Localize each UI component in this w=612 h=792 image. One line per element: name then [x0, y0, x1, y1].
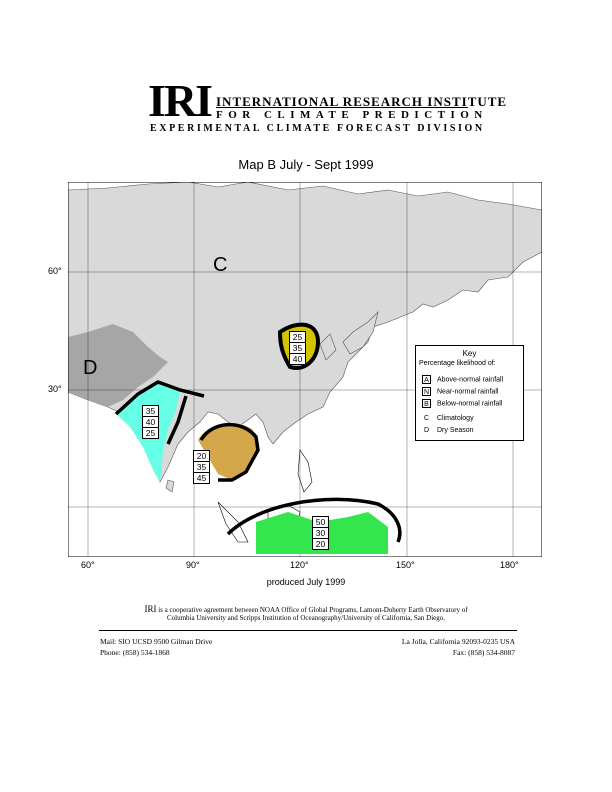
lon-label-60: 60°: [81, 560, 95, 570]
lon-label-90: 90°: [186, 560, 200, 570]
phone-number: Phone: (858) 534-1868: [100, 648, 170, 657]
prob-below: 25: [145, 428, 156, 438]
lon-label-150: 150°: [396, 560, 415, 570]
lat-label-30: 30°: [48, 384, 62, 394]
key-subtitle: Percentage likelihood of:: [419, 360, 496, 367]
division-name: EXPERIMENTAL CLIMATE FORECAST DIVISION: [150, 123, 485, 134]
produced-date: produced July 1999: [266, 577, 346, 587]
key-code: N: [423, 389, 430, 396]
prob-box-india: [142, 405, 159, 439]
note-lead: IRI: [144, 604, 157, 614]
key-code: D: [423, 427, 430, 434]
climatology-letter: C: [213, 254, 228, 276]
key-item-above: [422, 375, 503, 385]
key-item-climatology: [422, 414, 474, 424]
mail-address: Mail: SIO UCSD 9500 Gilman Drive: [100, 637, 213, 646]
key-item-dry-season: [422, 426, 474, 436]
key-code: C: [423, 415, 430, 422]
key-label: Near-normal rainfall: [437, 388, 499, 396]
key-code: B: [422, 399, 431, 408]
lon-label-180: 180°: [500, 560, 519, 570]
fax-number: Fax: (858) 534-8087: [452, 648, 515, 657]
dry-season-letter: D: [83, 357, 98, 379]
lon-label-120: 120°: [290, 560, 309, 570]
cooperative-note-line2: Columbia University and Scripps Institution of Oceanography/University of California, San Diego.: [166, 614, 445, 622]
key-item-near: [422, 387, 498, 397]
prob-below: 20: [315, 539, 326, 549]
prob-above: 50: [313, 517, 328, 528]
city-address: La Jolla, California 92093-0235 USA: [401, 637, 515, 646]
key-label: Above-normal rainfall: [437, 376, 504, 384]
prob-above: 20: [194, 451, 209, 462]
key-label: Below-normal rainfall: [437, 400, 503, 408]
key-label: Climatology: [437, 415, 474, 422]
prob-above: 25: [290, 332, 305, 343]
note-line1: is a cooperative agreement between NOAA Office of Global Programs, Lamont-Doherty Earth Observatory of: [156, 606, 468, 614]
prob-near: 40: [143, 417, 158, 428]
key-title: Key: [462, 349, 477, 358]
prob-box-east-china: [289, 331, 306, 365]
header-rule: [216, 107, 468, 108]
prob-below: 45: [196, 473, 207, 483]
prob-near: 30: [313, 528, 328, 539]
institute-subtitle: FOR CLIMATE PREDICTION: [216, 109, 488, 121]
prob-box-indochina: [193, 450, 210, 484]
key-label: Dry Season: [437, 427, 474, 434]
prob-below: 40: [292, 354, 303, 364]
prob-above: 35: [143, 406, 158, 417]
prob-near: 35: [290, 343, 305, 354]
lat-label-60: 60°: [48, 266, 62, 276]
key-item-below: [422, 399, 502, 409]
iri-logo: IRI: [148, 75, 212, 126]
cooperative-note: [0, 604, 612, 614]
prob-box-indonesia: [312, 516, 329, 550]
footer-rule: [99, 630, 517, 631]
key-code: A: [422, 375, 431, 384]
map-key: [415, 345, 524, 441]
prob-near: 35: [194, 462, 209, 473]
institute-name: INTERNATIONAL RESEARCH INSTITUTE: [216, 94, 508, 109]
map-title: Map B July - Sept 1999: [238, 157, 374, 172]
